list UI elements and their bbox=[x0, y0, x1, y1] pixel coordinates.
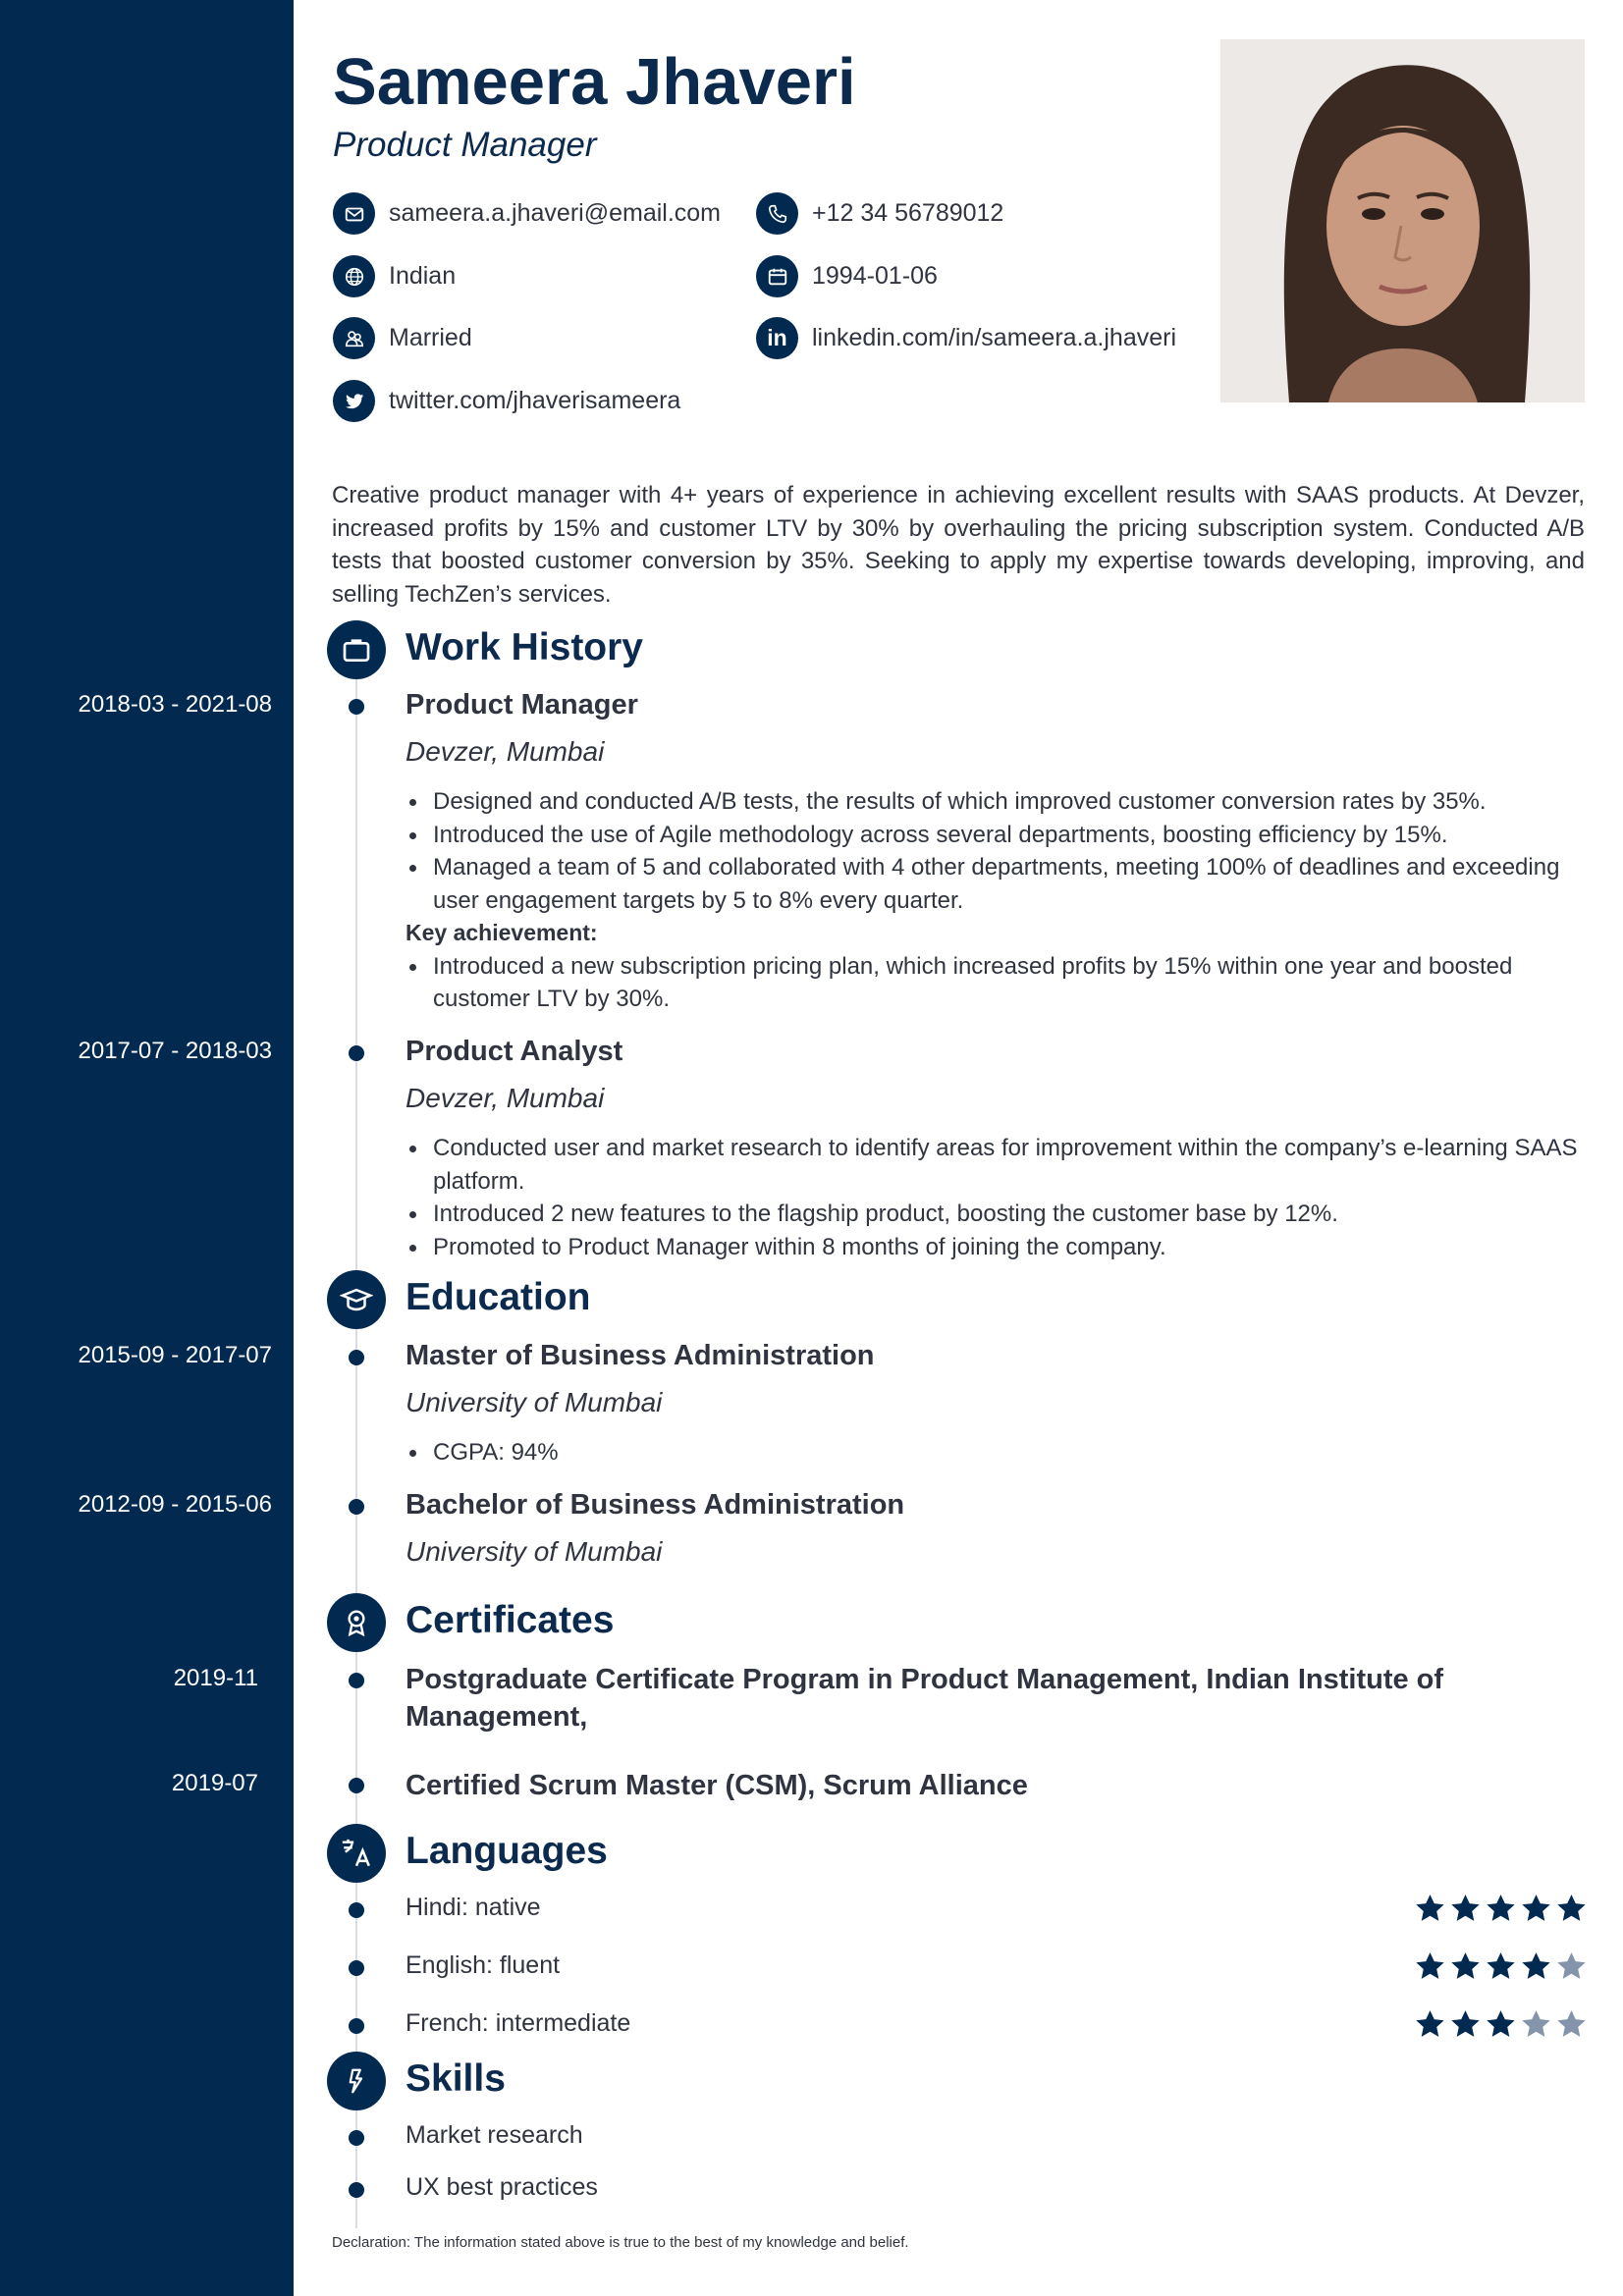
person-name: Sameera Jhaveri bbox=[333, 45, 856, 119]
list-item: Introduced a new subscription pricing plan, which increased profits by 15% within one year and boosted customer LTV by 30%. bbox=[406, 950, 1584, 1016]
timeline-line bbox=[355, 648, 357, 2228]
cert-1-date: 2019-11 bbox=[173, 1665, 258, 1691]
work-history-title: Work History bbox=[406, 626, 643, 668]
twitter-icon bbox=[333, 380, 375, 422]
contact-marital bbox=[333, 317, 472, 359]
birthdate-text: 1994-01-06 bbox=[812, 262, 938, 290]
timeline-dot bbox=[349, 1902, 364, 1918]
timeline-dot bbox=[349, 1673, 364, 1688]
award-icon bbox=[327, 1593, 386, 1652]
job-2-bullets bbox=[406, 1132, 1584, 1263]
contact-phone[interactable] bbox=[756, 192, 1003, 235]
list-item: Introduced the use of Agile methodology across several departments, boosting efficiency by 15%. bbox=[406, 819, 1584, 852]
list-item: Introduced 2 new features to the flagship product, boosting the customer base by 12%. bbox=[406, 1198, 1584, 1231]
edu-2-degree: Bachelor of Business Administration bbox=[406, 1489, 905, 1521]
language-1-rating bbox=[1414, 1893, 1588, 1925]
linkedin-icon: in bbox=[756, 317, 798, 359]
edu-2-school: University of Mumbai bbox=[406, 1536, 663, 1567]
timeline-dot bbox=[349, 2018, 364, 2034]
graduation-cap-icon bbox=[327, 1270, 386, 1329]
cert-2-name: Certified Scrum Master (CSM), Scrum Alliance bbox=[406, 1770, 1028, 1801]
job-1-role: Product Manager bbox=[406, 689, 638, 721]
certificates-title: Certificates bbox=[406, 1599, 615, 1641]
lightning-icon bbox=[327, 2052, 386, 2110]
job-2-org: Devzer, Mumbai bbox=[406, 1083, 605, 1113]
contact-email[interactable] bbox=[333, 192, 721, 235]
timeline-dot bbox=[349, 2182, 364, 2198]
job-2-dates: 2017-07 - 2018-03 bbox=[78, 1038, 272, 1064]
star-filled-icon bbox=[1414, 1950, 1446, 1983]
nationality-text: Indian bbox=[389, 262, 457, 290]
briefcase-icon bbox=[327, 620, 386, 679]
marital-text: Married bbox=[389, 324, 472, 351]
language-2-rating bbox=[1414, 1950, 1588, 1983]
contact-nationality bbox=[333, 255, 456, 297]
job-1-dates: 2018-03 - 2021-08 bbox=[78, 691, 272, 718]
timeline-dot bbox=[349, 699, 364, 715]
language-3-rating bbox=[1414, 2008, 1588, 2041]
profile-photo bbox=[1220, 39, 1585, 402]
contact-twitter[interactable] bbox=[333, 380, 680, 422]
job-1-bullets bbox=[406, 785, 1584, 1016]
star-filled-icon bbox=[1449, 1950, 1482, 1983]
timeline-dot bbox=[349, 1045, 364, 1061]
star-empty-icon bbox=[1555, 2008, 1588, 2041]
star-filled-icon bbox=[1520, 1950, 1552, 1983]
list-item: Conducted user and market research to identify areas for improvement within the company’s e-learning SAAS platform. bbox=[406, 1132, 1584, 1198]
language-3: French: intermediate bbox=[406, 2009, 631, 2037]
list-item: Promoted to Product Manager within 8 months of joining the company. bbox=[406, 1231, 1584, 1264]
sidebar bbox=[0, 0, 294, 2296]
phone-icon bbox=[756, 192, 798, 235]
timeline-dot bbox=[349, 1350, 364, 1365]
cert-1-name: Postgraduate Certificate Program in Product Management, Indian Institute of Management, bbox=[406, 1664, 1444, 1733]
star-filled-icon bbox=[1449, 2008, 1482, 2041]
star-empty-icon bbox=[1520, 2008, 1552, 2041]
star-empty-icon bbox=[1555, 1950, 1588, 1983]
education-title: Education bbox=[406, 1276, 591, 1318]
edu-1-dates: 2015-09 - 2017-07 bbox=[78, 1342, 272, 1368]
calendar-icon bbox=[756, 255, 798, 297]
linkedin-text: linkedin.com/in/sameera.a.jhaveri bbox=[812, 324, 1177, 351]
languages-title: Languages bbox=[406, 1830, 608, 1872]
list-item: Designed and conducted A/B tests, the results of which improved customer conversion rates by 35%. bbox=[406, 785, 1584, 819]
key-achievement-heading: Key achievement: bbox=[406, 920, 598, 945]
language-1: Hindi: native bbox=[406, 1894, 541, 1921]
star-filled-icon bbox=[1555, 1893, 1588, 1925]
edu-2-dates: 2012-09 - 2015-06 bbox=[78, 1491, 272, 1518]
timeline-dot bbox=[349, 1778, 364, 1793]
summary: Creative product manager with 4+ years of experience in achieving excellent results with SAAS products. At Devzer, increased profits by 15% and customer LTV by 30% by overhauling the pricing subscription system. Conducted A/B tests that boosted customer conversion by 35%. Seeking to apply my expertise towards developing, improving, and selling TechZen’s services. bbox=[332, 482, 1585, 608]
timeline-dot bbox=[349, 2130, 364, 2146]
timeline-dot bbox=[349, 1499, 364, 1515]
translate-icon bbox=[327, 1824, 386, 1883]
star-filled-icon bbox=[1449, 1893, 1482, 1925]
skill-1: Market research bbox=[406, 2121, 583, 2149]
phone-text: +12 34 56789012 bbox=[812, 199, 1004, 227]
list-item: CGPA: 94% bbox=[406, 1436, 1584, 1469]
skill-2: UX best practices bbox=[406, 2173, 598, 2201]
language-2: English: fluent bbox=[406, 1951, 561, 1979]
cert-2-date: 2019-07 bbox=[171, 1770, 258, 1796]
envelope-icon bbox=[333, 192, 375, 235]
star-filled-icon bbox=[1485, 2008, 1517, 2041]
declaration: Declaration: The information stated above is true to the best of my knowledge and belief. bbox=[332, 2234, 909, 2251]
job-title: Product Manager bbox=[333, 126, 597, 164]
list-item: Managed a team of 5 and collaborated with 4 other departments, meeting 100% of deadlines and exceeding user engagement targets by 5 to 8% every quarter. bbox=[406, 851, 1584, 917]
globe-icon bbox=[333, 255, 375, 297]
job-1-org: Devzer, Mumbai bbox=[406, 736, 605, 767]
contact-birthdate bbox=[756, 255, 938, 297]
star-filled-icon bbox=[1414, 2008, 1446, 2041]
star-filled-icon bbox=[1414, 1893, 1446, 1925]
edu-1-school: University of Mumbai bbox=[406, 1387, 663, 1417]
couple-icon bbox=[333, 317, 375, 359]
contact-linkedin[interactable] bbox=[756, 317, 1176, 359]
twitter-text: twitter.com/jhaverisameera bbox=[389, 387, 681, 414]
email-text: sameera.a.jhaveri@email.com bbox=[389, 199, 722, 227]
star-filled-icon bbox=[1485, 1893, 1517, 1925]
skills-title: Skills bbox=[406, 2057, 506, 2100]
timeline-dot bbox=[349, 1960, 364, 1976]
edu-1-degree: Master of Business Administration bbox=[406, 1340, 875, 1371]
job-2-role: Product Analyst bbox=[406, 1036, 623, 1067]
star-filled-icon bbox=[1485, 1950, 1517, 1983]
edu-1-bullets bbox=[406, 1436, 1584, 1469]
star-filled-icon bbox=[1520, 1893, 1552, 1925]
